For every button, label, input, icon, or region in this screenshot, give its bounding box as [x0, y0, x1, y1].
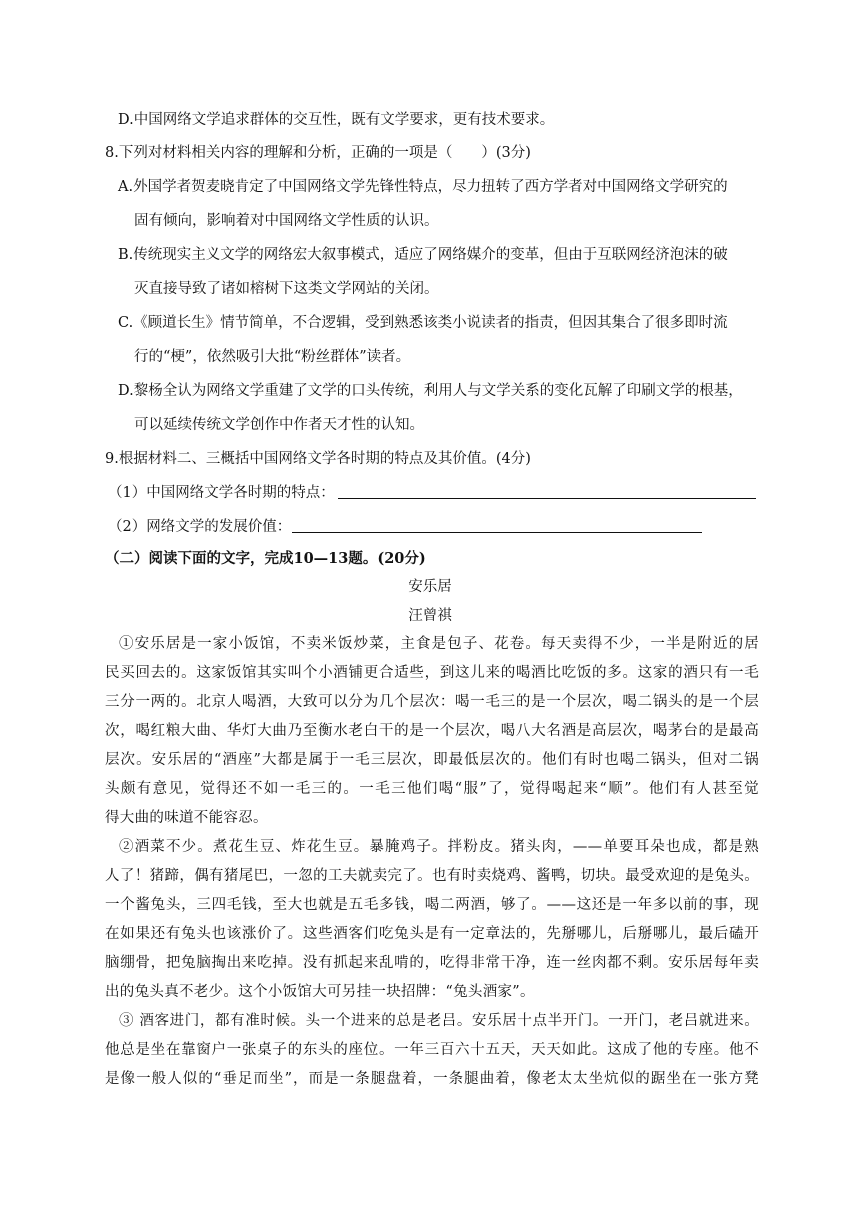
q9-sub2-label: （2）网络文学的发展价值：	[108, 519, 292, 535]
section2-heading: （二）阅读下面的文字，完成10—13题。(20分)	[105, 550, 426, 567]
q9-sub2-answer-line[interactable]	[292, 532, 702, 533]
q8-option-b-line1: B.传统现实主义文学的网络宏大叙事模式，适应了网络媒介的变革，但由于互联网经济泡沫的破	[118, 247, 728, 263]
q8-option-c-line1: C.《顾道长生》情节简单，不合逻辑，受到熟悉该类小说读者的指责，但因其集合了很多即时流	[118, 315, 728, 331]
passage-title: 安乐居	[408, 579, 452, 595]
q8-option-d-line2: 可以延续传统文学创作中作者天才性的认知。	[134, 417, 424, 433]
q9-stem: 9.根据材料二、三概括中国网络文学各时期的特点及其价值。(4分)	[105, 451, 531, 467]
q8-option-d-line1: D.黎杨全认为网络文学重建了文学的口头传统，利用人与文学关系的变化瓦解了印刷文学的根基，	[118, 383, 743, 399]
q8-option-a-line1: A.外国学者贺麦晓肯定了中国网络文学先锋性特点，尽力扭转了西方学者对中国网络文学研究的	[118, 179, 728, 195]
q8-option-b-line2: 灭直接导致了诸如榕树下这类文学网站的关闭。	[134, 281, 439, 297]
p2-line: 在如果还有兔头也该涨价了。这些酒客们吃兔头是有一定章法的，先掰哪儿，后掰哪儿，最后磕开	[105, 926, 759, 942]
p1-line: 层次。安乐居的“酒座”大都是属于一毛三层次，即最低层次的。他们有时也喝二锅头，但对二锅	[105, 752, 759, 768]
p1-line: ①安乐居是一家小饭馆，不卖米饭炒菜，主食是包子、花卷。每天卖得不少，一半是附近的居	[119, 636, 759, 652]
p2-line: 一个酱兔头，三四毛钱，至大也就是五毛多钱，喝二两酒，够了。——这还是一年多以前的事，现	[105, 897, 759, 913]
p2-line: 脑绷骨，把兔脑掏出来吃掉。没有抓起来乱啃的，吃得非常干净，连一丝肉都不剩。安乐居每年卖	[105, 955, 759, 971]
q8-option-a-line2: 固有倾向，影响着对中国网络文学性质的认识。	[134, 213, 439, 229]
p2-line: 出的兔头真不老少。这个小饭馆大可另挂一块招牌：“兔头酒家”。	[105, 984, 535, 1000]
q8-option-c-line2: 行的“梗”，依然吸引大批“粉丝群体”读者。	[134, 349, 411, 365]
p1-line: 次，喝红粮大曲、华灯大曲乃至衡水老白干的是一个层次，喝八大名酒是高层次，喝茅台的是最高	[105, 723, 759, 739]
q9-sub1-answer-line[interactable]	[338, 498, 756, 499]
p1-line: 三分一两的。北京人喝酒，大致可以分为几个层次：喝一毛三的是一个层次，喝二锅头的是一个层	[105, 694, 759, 710]
p1-line: 民买回去的。这家饭馆其实叫个小酒铺更合适些，到这儿来的喝酒比吃饭的多。这家的酒只有一毛	[105, 665, 759, 681]
q7-option-d: D.中国网络文学追求群体的交互性，既有文学要求，更有技术要求。	[118, 112, 555, 128]
p1-line: 头颇有意见，觉得还不如一毛三的。一毛三他们喝“服”了，觉得喝起来“顺”。他们有人甚至觉	[105, 781, 759, 797]
p3-line: 他总是坐在靠窗户一张桌子的东头的座位。一年三百六十五天，天天如此。这成了他的专座。他不	[105, 1042, 759, 1058]
q8-stem: 8.下列对材料相关内容的理解和分析，正确的一项是（ ）(3分)	[105, 145, 531, 161]
p2-line: 人了！猪蹄，偶有猪尾巴，一忽的工夫就卖完了。也有时卖烧鸡、酱鸭，切块。最受欢迎的是兔头。	[105, 868, 759, 884]
q9-sub1-label: （1）中国网络文学各时期的特点：	[108, 485, 335, 501]
p1-line: 得大曲的味道不能容忍。	[105, 810, 268, 826]
p2-line: ②酒菜不少。煮花生豆、炸花生豆。暴腌鸡子。拌粉皮。猪头肉，——单要耳朵也成，都是熟	[119, 839, 759, 855]
p3-line: 是像一般人似的“垂足而坐”，而是一条腿盘着，一条腿曲着，像老太太坐炕似的踞坐在一张方凳	[105, 1071, 759, 1087]
passage-author: 汪曾祺	[408, 608, 452, 624]
p3-line: ③ 酒客进门，都有准时候。头一个进来的总是老吕。安乐居十点半开门。一开门，老吕就进来。	[119, 1013, 759, 1029]
